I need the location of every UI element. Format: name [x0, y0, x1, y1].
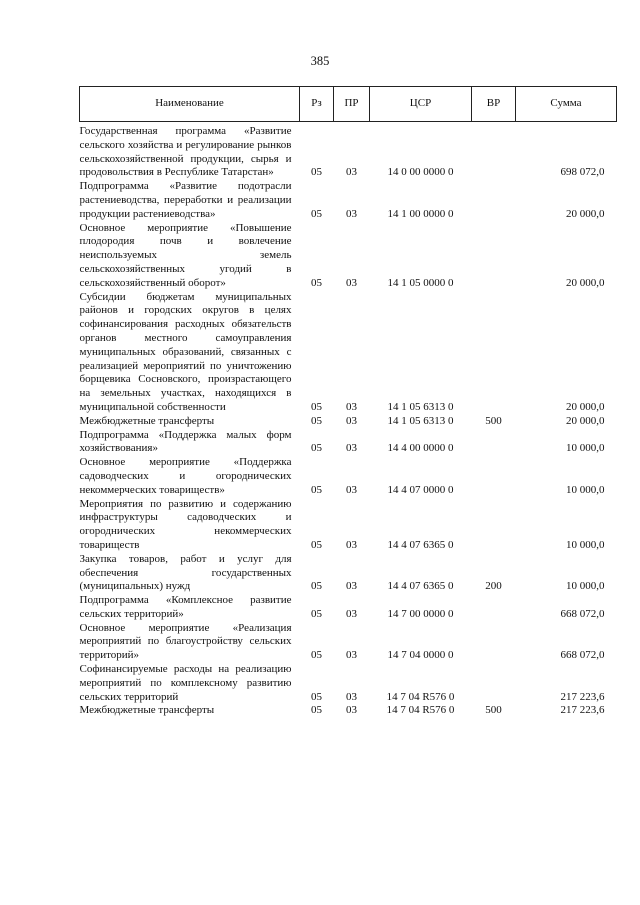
cell-vr: [472, 622, 516, 663]
cell-sum: 20 000,0: [566, 276, 605, 289]
cell-vr: [472, 222, 516, 291]
cell-pr: 03: [346, 207, 357, 220]
cell-csr: 14 7 04 0000 0: [387, 649, 454, 662]
cell-csr: 14 4 07 0000 0: [387, 483, 454, 496]
cell-vr: [472, 594, 516, 622]
cell-vr: [472, 122, 516, 181]
cell-name: Государственная программа «Развитие сельского хозяйства и регулирование рынков сельскохозяйственной продукции, сырья и продовольствия в Республике Татарстан»: [79, 125, 292, 179]
cell-vr: [472, 663, 516, 704]
cell-csr: 14 4 07 6365 0: [387, 538, 454, 551]
cell-pr: 03: [346, 442, 357, 455]
cell-pr: 03: [346, 690, 357, 703]
header-name: Наименование: [80, 87, 300, 122]
table-row: [80, 594, 617, 622]
cell-name: Субсидии бюджетам муниципальных районов и городских округов в целях софинансирования расходных обязательств органов местного самоуправления муниципальных образований, связанных с реализацией мероприятий по уничтожению борщевика Сосновского, произрастающего на земельных участках, находящихся в муниципальной собственности: [79, 290, 292, 413]
header-rz: Рз: [300, 87, 334, 122]
table-row: [80, 429, 617, 457]
table-row: [80, 622, 617, 663]
cell-vr: [472, 429, 516, 457]
table-row: [80, 222, 617, 291]
cell-pr: 03: [346, 607, 357, 620]
cell-sum: 217 223,6: [560, 704, 605, 717]
cell-name: Мероприятия по развитию и содержанию инфраструктуры садоводческих и огороднических некоммерческих товариществ: [79, 497, 292, 551]
cell-sum: 20 000,0: [566, 414, 605, 427]
cell-vr: [472, 291, 516, 415]
header-vr: ВР: [472, 87, 516, 122]
cell-name: Подпрограмма «Комплексное развитие сельских территорий»: [79, 594, 292, 620]
cell-name: Подпрограмма «Поддержка малых форм хозяйствования»: [79, 428, 292, 455]
cell-rz: 05: [311, 166, 322, 179]
cell-rz: 05: [311, 414, 322, 427]
cell-csr: 14 4 07 6365 0: [387, 580, 454, 593]
cell-sum: 10 000,0: [566, 442, 605, 455]
cell-vr: 200: [485, 580, 502, 593]
cell-rz: 05: [311, 649, 322, 662]
cell-vr: 500: [485, 414, 502, 427]
cell-sum: 698 072,0: [560, 166, 605, 179]
cell-name: Межбюджетные трансферты: [79, 704, 215, 717]
cell-rz: 05: [311, 483, 322, 496]
cell-sum: 10 000,0: [566, 580, 605, 593]
table-row: [80, 291, 617, 415]
cell-sum: 668 072,0: [560, 607, 605, 620]
cell-pr: 03: [346, 649, 357, 662]
table-row: [80, 180, 617, 221]
cell-csr: 14 1 05 6313 0: [387, 414, 454, 427]
cell-pr: 03: [346, 276, 357, 289]
cell-vr: [472, 180, 516, 221]
cell-sum: 10 000,0: [566, 483, 605, 496]
cell-rz: 05: [311, 607, 322, 620]
cell-rz: 05: [311, 704, 322, 717]
cell-rz: 05: [311, 207, 322, 220]
cell-pr: 03: [346, 166, 357, 179]
cell-sum: 20 000,0: [566, 400, 605, 413]
cell-name: Основное мероприятие «Поддержка садоводческих и огороднических некоммерческих товариществ»: [79, 456, 292, 496]
header-pr: ПР: [334, 87, 370, 122]
cell-pr: 03: [346, 414, 357, 427]
cell-csr: 14 4 00 0000 0: [387, 442, 454, 455]
cell-rz: 05: [311, 690, 322, 703]
cell-vr: [472, 498, 516, 553]
cell-pr: 03: [346, 483, 357, 496]
cell-csr: 14 1 05 6313 0: [387, 400, 454, 413]
header-sum: Сумма: [516, 87, 617, 122]
table-row: [80, 704, 617, 718]
cell-sum: 20 000,0: [566, 207, 605, 220]
table-header-row: [80, 87, 617, 122]
cell-rz: 05: [311, 276, 322, 289]
cell-name: Подпрограмма «Развитие подотрасли растениеводства, переработки и реализации продукции растениеводства»: [79, 180, 292, 220]
table-row: [80, 456, 617, 497]
cell-pr: 03: [346, 704, 357, 717]
header-csr: ЦСР: [370, 87, 472, 122]
cell-pr: 03: [346, 400, 357, 413]
table-row: [80, 415, 617, 429]
cell-sum: 217 223,6: [560, 690, 605, 703]
cell-csr: 14 7 00 0000 0: [387, 607, 454, 620]
page-number: 385: [310, 54, 330, 68]
cell-csr: 14 1 05 0000 0: [387, 276, 454, 289]
cell-sum: 10 000,0: [566, 538, 605, 551]
cell-name: Закупка товаров, работ и услуг для обеспечения государственных (муниципальных) нужд: [79, 552, 292, 593]
cell-sum: 668 072,0: [560, 649, 605, 662]
cell-rz: 05: [311, 400, 322, 413]
budget-table: [79, 86, 617, 718]
cell-rz: 05: [311, 538, 322, 551]
table-body: [80, 122, 617, 719]
table-row: [80, 663, 617, 704]
cell-name: Основное мероприятие «Повышение плодородия почв и вовлечение неиспользуемых земель сельскохозяйственных угодий в сельскохозяйственный оборот»: [79, 221, 292, 289]
cell-csr: 14 1 00 0000 0: [387, 207, 454, 220]
cell-pr: 03: [346, 538, 357, 551]
cell-vr: [472, 456, 516, 497]
cell-vr: 500: [485, 704, 502, 717]
cell-pr: 03: [346, 580, 357, 593]
cell-csr: 14 7 04 R576 0: [386, 690, 455, 703]
table-row: [80, 122, 617, 181]
cell-csr: 14 0 00 0000 0: [387, 166, 454, 179]
cell-rz: 05: [311, 580, 322, 593]
table-row: [80, 498, 617, 553]
cell-name: Основное мероприятие «Реализация мероприятий по благоустройству сельских территорий»: [79, 621, 292, 662]
cell-csr: 14 7 04 R576 0: [386, 704, 455, 717]
cell-name: Софинансируемые расходы на реализацию мероприятий по комплексному развитию сельских территорий: [79, 663, 292, 703]
table-row: [80, 553, 617, 594]
cell-name: Межбюджетные трансферты: [79, 414, 215, 427]
cell-rz: 05: [311, 442, 322, 455]
